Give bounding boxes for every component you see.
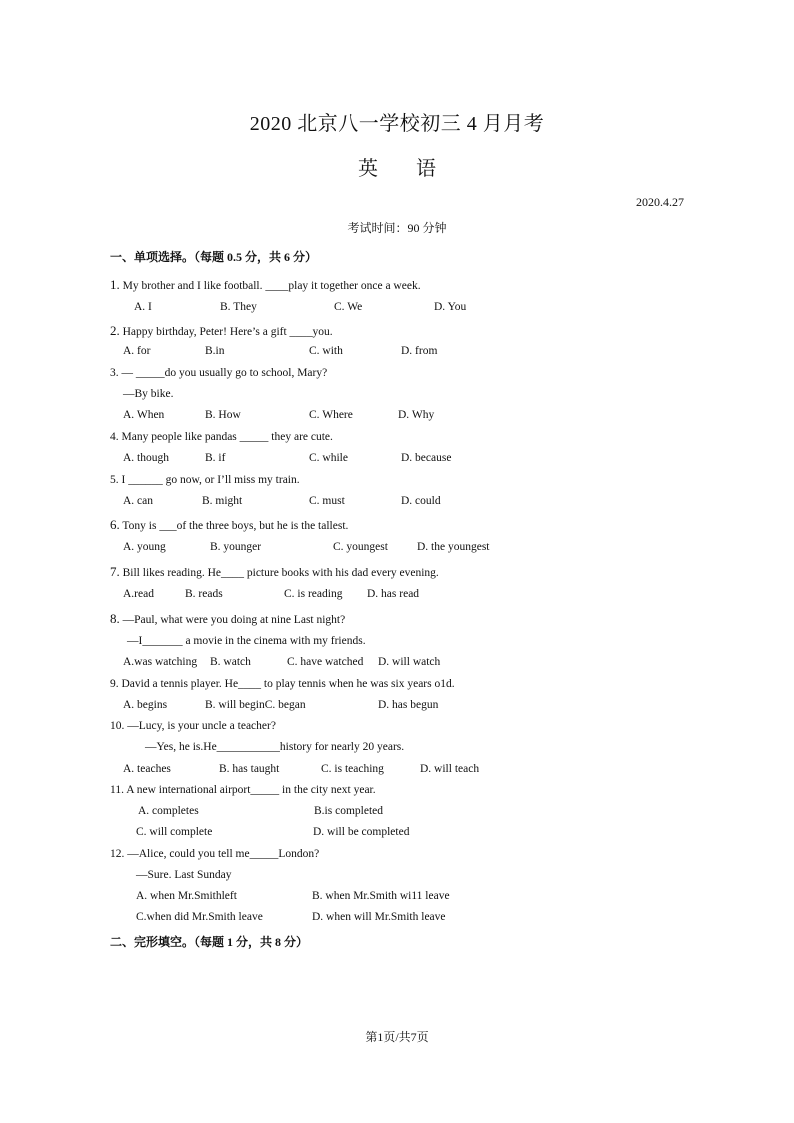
option-a: A. teaches bbox=[123, 763, 171, 775]
option-d: D. the youngest bbox=[417, 541, 490, 553]
option-a: A. when Mr.Smithleft bbox=[136, 890, 237, 902]
question-text: Happy birthday, Peter! Here’s a gift ____you. bbox=[122, 326, 333, 338]
question-number: 11. bbox=[110, 784, 124, 796]
option-d: D. could bbox=[401, 495, 441, 507]
option-d: D. You bbox=[434, 301, 467, 313]
section-heading-single-choice: 一、单项选择。（每题 0.5 分，共 6 分） bbox=[110, 250, 318, 264]
option-b: B. might bbox=[202, 495, 243, 507]
option-d: D. has read bbox=[367, 588, 420, 600]
question-text: I ______ go now, or I’ll miss my train. bbox=[121, 474, 300, 486]
question-text: —Lucy, is your uncle a teacher? bbox=[127, 720, 276, 732]
document-title: 2020 北京八一学校初三 4 月月考 bbox=[249, 113, 545, 135]
question-number: 6. bbox=[110, 517, 120, 532]
question-12 bbox=[110, 848, 319, 860]
question-text: My brother and I like football. ____play it together once a week. bbox=[122, 280, 421, 292]
option-a: A. When bbox=[123, 409, 165, 421]
question-text: Tony is ___of the three boys, but he is the tallest. bbox=[122, 520, 349, 532]
option-d: D. Why bbox=[398, 409, 435, 421]
option-c: C. Where bbox=[309, 409, 353, 421]
exam-date: 2020.4.27 bbox=[636, 195, 684, 209]
question-text: — _____do you usually go to school, Mary? bbox=[121, 367, 328, 379]
option-d: D. when will Mr.Smith leave bbox=[312, 911, 446, 923]
option-d: D. will watch bbox=[378, 656, 441, 668]
option-c: C. with bbox=[309, 345, 343, 357]
page-number: 第1页/共7页 bbox=[365, 1030, 429, 1044]
question-text: —Alice, could you tell me_____London? bbox=[127, 848, 320, 860]
option-d: D. has begun bbox=[378, 699, 439, 711]
option-d: D. from bbox=[401, 345, 438, 357]
option-b: B. How bbox=[205, 409, 241, 421]
option-b: B. has taught bbox=[219, 763, 280, 775]
option-a: A. though bbox=[123, 452, 169, 464]
option-b-c: B. will beginC. began bbox=[205, 699, 306, 711]
option-c: C. We bbox=[334, 301, 363, 313]
question-3 bbox=[110, 367, 327, 379]
option-b: B. watch bbox=[210, 656, 251, 668]
option-a: A. I bbox=[134, 301, 152, 313]
option-c: C. is teaching bbox=[321, 763, 384, 775]
question-6 bbox=[110, 517, 348, 533]
option-a: A. can bbox=[123, 495, 154, 507]
option-b: B.in bbox=[205, 345, 225, 357]
option-a: A. completes bbox=[138, 805, 199, 817]
exam-time: 考试时间：90 分钟 bbox=[347, 221, 447, 235]
question-text: —Paul, what were you doing at nine Last night? bbox=[122, 614, 346, 626]
question-number: 2. bbox=[110, 323, 120, 338]
option-b: B. reads bbox=[185, 588, 223, 600]
option-b: B. younger bbox=[210, 541, 262, 553]
option-d: D. will be completed bbox=[313, 826, 410, 838]
option-a: A.read bbox=[123, 588, 154, 600]
option-c: C. is reading bbox=[284, 588, 343, 600]
option-c: C. have watched bbox=[287, 656, 364, 668]
question-12-answer-line: —Sure. Last Sunday bbox=[136, 869, 232, 881]
option-b: B. when Mr.Smith wi11 leave bbox=[312, 890, 450, 902]
question-9 bbox=[110, 678, 455, 690]
question-8-answer-line: —I_______ a movie in the cinema with my friends. bbox=[127, 635, 366, 647]
subject-title: 英语 bbox=[358, 158, 474, 180]
question-2 bbox=[110, 323, 333, 339]
option-c: C. will complete bbox=[136, 826, 213, 838]
question-number: 8. bbox=[110, 611, 120, 626]
question-number: 1. bbox=[110, 277, 120, 292]
question-3-answer-line: —By bike. bbox=[123, 388, 174, 400]
question-10 bbox=[110, 720, 276, 732]
option-c: C. must bbox=[309, 495, 345, 507]
option-a: A. begins bbox=[123, 699, 168, 711]
option-b: B.is completed bbox=[314, 805, 383, 817]
question-text: David a tennis player. He____ to play tennis when he was six years o1d. bbox=[121, 678, 455, 690]
option-c: C. while bbox=[309, 452, 348, 464]
question-number: 5. bbox=[110, 474, 119, 486]
question-11 bbox=[110, 784, 376, 796]
question-text: Many people like pandas _____ they are cute. bbox=[121, 431, 333, 443]
question-number: 7. bbox=[110, 564, 120, 579]
question-number: 4. bbox=[110, 431, 119, 443]
option-a: A.was watching bbox=[123, 656, 198, 668]
question-7 bbox=[110, 564, 439, 580]
question-number: 10. bbox=[110, 720, 125, 732]
option-c: C. youngest bbox=[333, 541, 388, 553]
option-c: C.when did Mr.Smith leave bbox=[136, 911, 263, 923]
question-number: 9. bbox=[110, 678, 119, 690]
question-text: Bill likes reading. He____ picture books with his dad every evening. bbox=[122, 567, 439, 579]
question-4 bbox=[110, 431, 333, 443]
question-1 bbox=[110, 277, 421, 293]
option-d: D. will teach bbox=[420, 763, 480, 775]
section-heading-cloze: 二、完形填空。（每题 1 分，共 8 分） bbox=[110, 935, 309, 949]
option-b: B. if bbox=[205, 452, 226, 464]
option-d: D. because bbox=[401, 452, 452, 464]
question-5 bbox=[110, 474, 300, 486]
question-text: A new international airport_____ in the city next year. bbox=[126, 784, 376, 796]
question-number: 3. bbox=[110, 367, 119, 379]
option-a: A. for bbox=[123, 345, 151, 357]
option-b: B. They bbox=[220, 301, 257, 313]
question-8 bbox=[110, 611, 345, 627]
question-number: 12. bbox=[110, 848, 125, 860]
question-10-answer-line: —Yes, he is.He___________history for nearly 20 years. bbox=[145, 741, 405, 753]
option-a: A. young bbox=[123, 541, 166, 553]
